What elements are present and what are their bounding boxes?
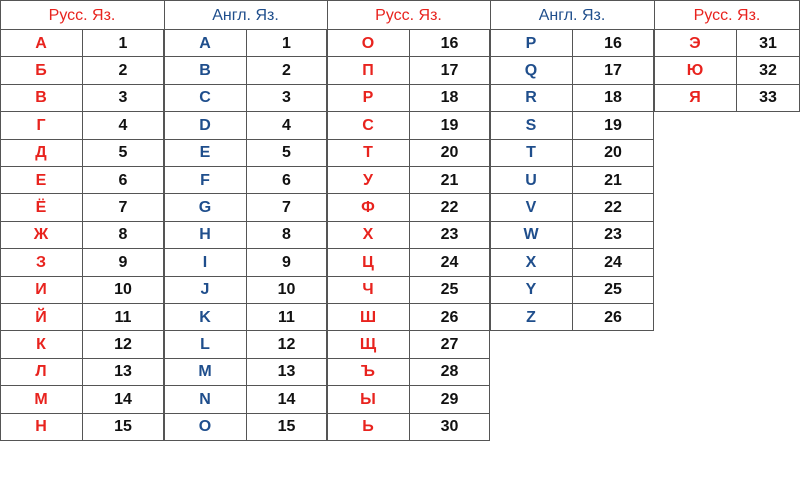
letter-cell: Ё xyxy=(35,199,47,217)
number-cell: 22 xyxy=(604,199,622,217)
header-divider xyxy=(327,0,328,30)
number-cell: 3 xyxy=(282,89,291,107)
number-cell: 25 xyxy=(440,281,459,299)
letter-cell: Н xyxy=(35,418,47,436)
top-border xyxy=(0,0,800,1)
letter-cell: Y xyxy=(525,281,537,299)
number-cell: 33 xyxy=(759,89,777,107)
column-divider xyxy=(736,29,737,112)
letter-cell: V xyxy=(525,199,537,217)
letter-cell: S xyxy=(525,116,537,134)
letter-cell: Щ xyxy=(359,336,377,354)
letter-cell: G xyxy=(198,199,212,217)
number-cell: 30 xyxy=(440,418,459,436)
number-cell: 5 xyxy=(282,144,291,162)
row-divider xyxy=(654,111,800,112)
column-divider xyxy=(164,29,165,441)
letter-cell: А xyxy=(35,34,47,52)
letter-cell: Т xyxy=(363,144,373,162)
letter-cell: К xyxy=(36,336,46,354)
column-header: Русс. Яз. xyxy=(375,6,442,24)
number-cell: 21 xyxy=(604,171,622,189)
letter-cell: Ь xyxy=(362,418,374,436)
number-cell: 14 xyxy=(114,390,132,408)
number-cell: 10 xyxy=(277,281,296,299)
number-cell: 26 xyxy=(604,308,622,326)
header-divider xyxy=(490,0,491,30)
letter-cell: Ж xyxy=(33,226,49,244)
letter-cell: E xyxy=(199,144,211,162)
number-cell: 4 xyxy=(118,116,128,134)
letter-cell: C xyxy=(199,89,211,107)
row-divider xyxy=(654,56,800,57)
header-divider xyxy=(164,0,165,30)
number-cell: 13 xyxy=(277,363,296,381)
letter-cell: Й xyxy=(35,308,47,326)
number-cell: 8 xyxy=(282,226,291,244)
letter-cell: З xyxy=(35,253,47,271)
letter-cell: W xyxy=(523,226,539,244)
letter-cell: T xyxy=(526,144,536,162)
number-cell: 27 xyxy=(440,336,459,354)
number-cell: 17 xyxy=(604,62,622,80)
number-cell: 26 xyxy=(440,308,459,326)
number-cell: 31 xyxy=(759,34,777,52)
number-cell: 10 xyxy=(114,281,132,299)
letter-cell: U xyxy=(525,171,537,189)
column-divider xyxy=(654,29,655,112)
number-cell: 6 xyxy=(282,171,291,189)
letter-cell: П xyxy=(362,62,374,80)
letter-cell: Ю xyxy=(686,62,704,80)
number-cell: 20 xyxy=(440,144,459,162)
number-cell: 28 xyxy=(440,363,459,381)
number-cell: 16 xyxy=(604,34,622,52)
letter-cell: B xyxy=(199,62,211,80)
column-header: Русс. Яз. xyxy=(693,6,761,24)
column-divider xyxy=(409,29,410,441)
letter-cell: Ш xyxy=(359,308,377,326)
letter-cell: Z xyxy=(526,308,536,326)
letter-cell: Б xyxy=(35,62,47,80)
number-cell: 1 xyxy=(282,34,291,52)
column-header: Русс. Яз. xyxy=(48,6,116,24)
number-cell: 9 xyxy=(282,253,291,271)
column-divider xyxy=(490,29,491,331)
letter-cell: Л xyxy=(35,363,47,381)
letter-cell: A xyxy=(199,34,211,52)
letter-cell: Ч xyxy=(362,281,374,299)
number-cell: 18 xyxy=(440,89,459,107)
letter-cell: O xyxy=(198,418,212,436)
number-cell: 20 xyxy=(604,144,622,162)
number-cell: 22 xyxy=(440,199,459,217)
number-cell: 21 xyxy=(440,171,459,189)
letter-cell: Ы xyxy=(360,390,376,408)
letter-cell: И xyxy=(35,281,47,299)
number-cell: 17 xyxy=(440,62,459,80)
number-cell: 2 xyxy=(282,62,291,80)
column-header: Англ. Яз. xyxy=(538,6,606,24)
letter-cell: M xyxy=(198,363,212,381)
letter-cell: X xyxy=(525,253,537,271)
number-cell: 23 xyxy=(604,226,622,244)
letter-cell: N xyxy=(199,390,211,408)
letter-cell: K xyxy=(199,308,211,326)
letter-cell: Я xyxy=(689,89,701,107)
number-cell: 7 xyxy=(282,199,291,217)
column-divider xyxy=(246,29,247,441)
column-divider xyxy=(82,29,83,441)
letter-cell: М xyxy=(34,390,48,408)
letter-cell: J xyxy=(200,281,210,299)
number-cell: 13 xyxy=(114,363,132,381)
number-cell: 29 xyxy=(440,390,459,408)
number-cell: 12 xyxy=(114,336,132,354)
letter-cell: У xyxy=(363,171,373,189)
letter-cell: Г xyxy=(36,116,46,134)
letter-cell: Ъ xyxy=(361,363,375,381)
number-cell: 9 xyxy=(118,253,128,271)
number-cell: 19 xyxy=(604,116,622,134)
number-cell: 8 xyxy=(118,226,128,244)
letter-cell: С xyxy=(362,116,374,134)
letter-cell: Q xyxy=(524,62,538,80)
number-cell: 7 xyxy=(118,199,128,217)
number-cell: 12 xyxy=(277,336,296,354)
header-divider xyxy=(0,0,1,30)
letter-cell: L xyxy=(200,336,210,354)
column-divider xyxy=(0,29,1,441)
number-cell: 15 xyxy=(114,418,132,436)
number-cell: 18 xyxy=(604,89,622,107)
number-cell: 32 xyxy=(759,62,777,80)
letter-cell: I xyxy=(202,253,208,271)
column-divider xyxy=(572,29,573,331)
number-cell: 6 xyxy=(118,171,128,189)
column-divider xyxy=(327,29,328,441)
letter-cell: H xyxy=(199,226,211,244)
number-cell: 24 xyxy=(440,253,459,271)
number-cell: 14 xyxy=(277,390,296,408)
letter-cell: F xyxy=(200,171,210,189)
letter-cell: P xyxy=(525,34,537,52)
number-cell: 19 xyxy=(440,116,459,134)
letter-cell: В xyxy=(35,89,47,107)
letter-cell: Х xyxy=(362,226,374,244)
letter-cell: Д xyxy=(35,144,47,162)
letter-cell: Е xyxy=(35,171,47,189)
number-cell: 16 xyxy=(440,34,459,52)
header-divider xyxy=(654,0,655,30)
number-cell: 24 xyxy=(604,253,622,271)
letter-cell: О xyxy=(361,34,375,52)
letter-cell: R xyxy=(525,89,537,107)
number-cell: 23 xyxy=(440,226,459,244)
number-cell: 2 xyxy=(118,62,128,80)
letter-cell: Р xyxy=(362,89,374,107)
number-cell: 5 xyxy=(118,144,128,162)
letter-cell: Э xyxy=(689,34,701,52)
number-cell: 1 xyxy=(118,34,128,52)
row-divider xyxy=(654,84,800,85)
letter-cell: Ц xyxy=(362,253,374,271)
number-cell: 11 xyxy=(114,308,132,326)
number-cell: 3 xyxy=(118,89,128,107)
number-cell: 11 xyxy=(278,308,295,326)
number-cell: 15 xyxy=(277,418,296,436)
letter-cell: D xyxy=(199,116,211,134)
letter-cell: Ф xyxy=(361,199,375,217)
number-cell: 25 xyxy=(604,281,622,299)
column-header: Англ. Яз. xyxy=(212,6,279,24)
row-divider xyxy=(654,29,800,30)
number-cell: 4 xyxy=(282,116,291,134)
